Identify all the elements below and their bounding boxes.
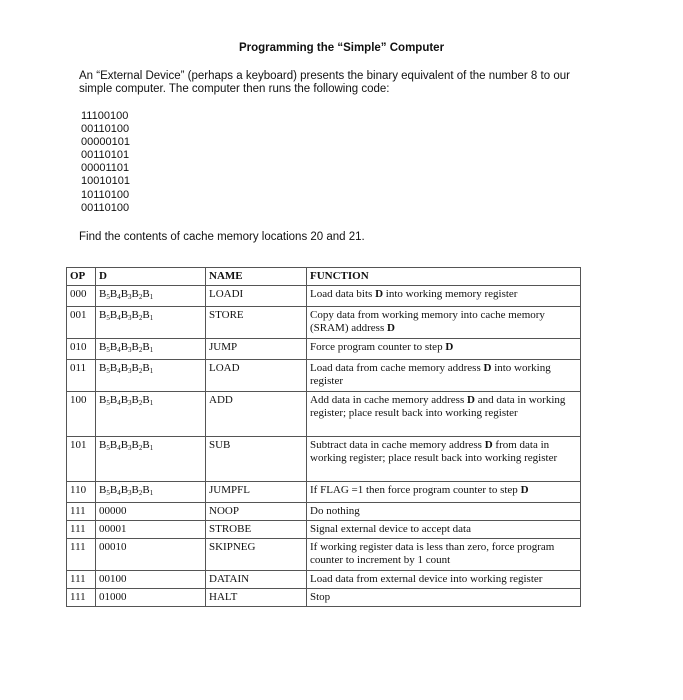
code-line: 11100100 [81, 110, 129, 122]
table-row [67, 482, 581, 503]
cell-function: Load data from external device into working register [307, 571, 581, 589]
header-function: FUNCTION [307, 268, 581, 286]
cell-op: 000 [67, 286, 96, 307]
cell-d: $B_5B_4B_3B_2B_1$ [96, 392, 206, 437]
cell-name: SKIPNEG [206, 539, 307, 571]
cell-d: $B_5B_4B_3B_2B_1$ [96, 360, 206, 392]
cell-function: Subtract data in cache memory address D from data in working register; place result back into working register [307, 437, 581, 482]
cell-op: 111 [67, 571, 96, 589]
instruction-set-table [66, 267, 581, 607]
header-name: NAME [206, 268, 307, 286]
cell-function: Load data from cache memory address D into working register [307, 360, 581, 392]
cell-op: 010 [67, 339, 96, 360]
cell-name: LOAD [206, 360, 307, 392]
table-row [67, 392, 581, 437]
cell-name: JUMP [206, 339, 307, 360]
cell-op: 111 [67, 521, 96, 539]
code-line: 00001101 [81, 162, 130, 175]
cell-name: STROBE [206, 521, 307, 539]
table-row [67, 339, 581, 360]
table-row [67, 360, 581, 392]
cell-function: Force program counter to step D [307, 339, 581, 360]
table-row [67, 307, 581, 339]
cell-d: $B_5B_4B_3B_2B_1$ [96, 286, 206, 307]
table-header-row [67, 268, 581, 286]
table-row [67, 589, 581, 607]
page-title: Programming the “Simple” Computer [238, 42, 445, 54]
cell-function: If working register data is less than zero, force program counter to increment by 1 count [307, 539, 581, 571]
table-row [67, 539, 581, 571]
cell-op: 111 [67, 589, 96, 607]
header-op: OP [67, 268, 96, 286]
code-line: 00110100 [81, 123, 130, 136]
intro-paragraph: An “External Device” (perhaps a keyboard) presents the binary equivalent of the number 8 to our simple computer. The computer then runs the following code: [79, 70, 570, 95]
cell-function: Copy data from working memory into cache memory (SRAM) address D [307, 307, 581, 339]
code-line: 00110100 [81, 201, 130, 214]
cell-function: Do nothing [307, 503, 581, 521]
code-line: 10110100 [81, 188, 130, 201]
cell-name: NOOP [206, 503, 307, 521]
cell-d: 00010 [96, 539, 206, 571]
cell-op: 111 [67, 503, 96, 521]
table-row [67, 521, 581, 539]
table-row [67, 503, 581, 521]
cell-d: 00100 [96, 571, 206, 589]
table-row [67, 286, 581, 307]
code-line: 00110101 [81, 149, 130, 162]
cell-d: 00001 [96, 521, 206, 539]
cell-name: JUMPFL [206, 482, 307, 503]
cell-function: Add data in cache memory address D and data in working register; place result back into working register [307, 392, 581, 437]
cell-d: $B_5B_4B_3B_2B_1$ [96, 339, 206, 360]
cell-name: ADD [206, 392, 307, 437]
cell-name: SUB [206, 437, 307, 482]
header-d: D [96, 268, 206, 286]
cell-d: 01000 [96, 589, 206, 607]
cell-function: Signal external device to accept data [307, 521, 581, 539]
cell-op: 100 [67, 392, 96, 437]
cell-op: 001 [67, 307, 96, 339]
cell-d: $B_5B_4B_3B_2B_1$ [96, 482, 206, 503]
cell-d: $B_5B_4B_3B_2B_1$ [96, 437, 206, 482]
cell-function: Load data bits D into working memory register [307, 286, 581, 307]
cell-name: LOADI [206, 286, 307, 307]
cell-function: Stop [307, 589, 581, 607]
cell-op: 110 [67, 482, 96, 503]
cell-op: 111 [67, 539, 96, 571]
cell-function: If FLAG =1 then force program counter to step D [307, 482, 581, 503]
question-text: Find the contents of cache memory locations 20 and 21. [79, 231, 365, 243]
cell-name: DATAIN [206, 571, 307, 589]
cell-d: $B_5B_4B_3B_2B_1$ [96, 307, 206, 339]
table-row [67, 437, 581, 482]
table-row [67, 571, 581, 589]
cell-d: 00000 [96, 503, 206, 521]
cell-name: STORE [206, 307, 307, 339]
machine-code-listing [81, 110, 130, 215]
cell-op: 101 [67, 437, 96, 482]
code-line: 00000101 [81, 136, 130, 149]
code-line: 10010101 [81, 175, 130, 188]
cell-name: HALT [206, 589, 307, 607]
cell-op: 011 [67, 360, 96, 392]
